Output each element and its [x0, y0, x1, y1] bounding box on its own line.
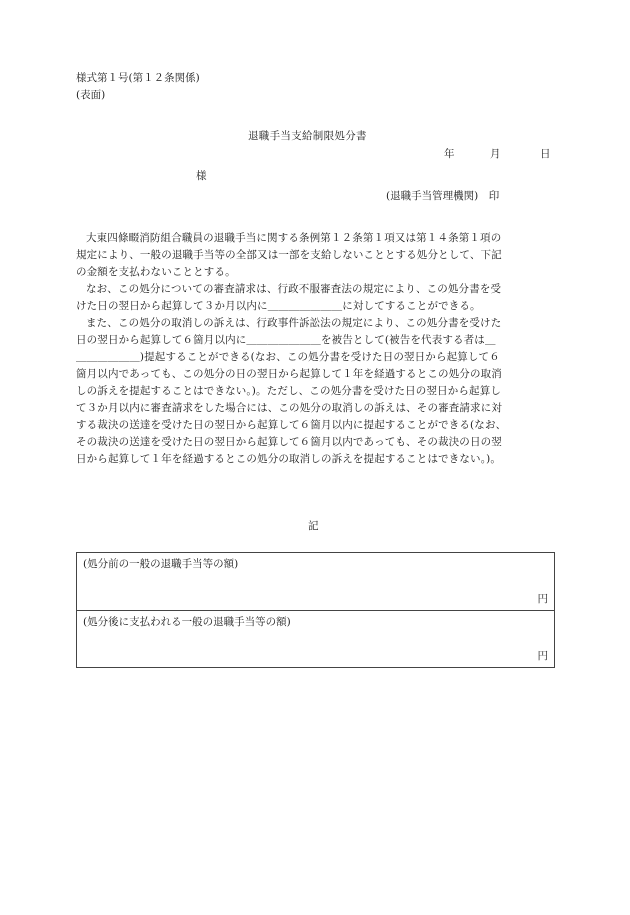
body-line: 日の翌日から起算して６箇月以内に＿＿＿＿＿＿＿を被告として(被告を代表する者は＿: [76, 334, 496, 346]
body-line: ＿＿＿＿＿＿)提起することができる(なお、この処分書を受けた日の翌日から起算して６: [76, 351, 500, 363]
addressee-suffix: 様: [196, 170, 207, 182]
date-year-label: 年: [444, 148, 455, 160]
amount-row-after[interactable]: [77, 610, 554, 667]
body-line: の金額を支払わないこととする。: [76, 266, 236, 278]
body-line: 大東四條畷消防組合職員の退職手当に関する条例第１２条第１項又は第１４条第１項の: [86, 232, 502, 244]
body-line: 日から起算して１年を経過するとこの処分の取消しの訴えを提起することはできない。)。: [76, 453, 501, 465]
form-number: 様式第１号(第１２条関係): [76, 72, 200, 84]
amount-after-unit: 円: [537, 650, 548, 663]
amount-after-label: (処分後に支払われる一般の退職手当等の額): [83, 616, 291, 628]
ki-heading: 記: [308, 520, 319, 532]
body-line: て３か月以内に審査請求をした場合には、この処分の取消しの訴えは、その審査請求に対: [76, 402, 502, 414]
side-label: (表面): [76, 89, 106, 101]
body-line: なお、この処分についての審査請求は、行政不服審査法の規定により、この処分書を受: [86, 283, 502, 295]
amount-before-label: (処分前の一般の退職手当等の額): [83, 558, 239, 570]
body-text: [76, 230, 556, 468]
body-line: その裁決の送達を受けた日の翌日から起算して６箇月以内であっても、その裁決の日の翌: [76, 436, 502, 448]
body-line: また、この処分の取消しの訴えは、行政事件訴訟法の規定により、この処分書を受けた: [86, 317, 502, 329]
body-line: 箇月以内であっても、この処分の日の翌日から起算して１年を経過するとこの処分の取消: [76, 368, 502, 380]
date-month-label: 月: [490, 148, 501, 160]
body-line: 規定により、一般の退職手当等の全部又は一部を支給しないこととする処分として、下記: [76, 249, 502, 261]
body-line: する裁決の送達を受けた日の翌日から起算して６箇月以内に提起することができる(なお、: [76, 419, 507, 431]
body-line: けた日の翌日から起算して３か月以内に＿＿＿＿＿＿＿に対してすることができる。: [76, 300, 481, 312]
date-day-label: 日: [540, 148, 551, 160]
amount-table: [76, 552, 555, 668]
amount-before-unit: 円: [537, 593, 548, 606]
issuer-seal-line: (退職手当管理機関) 印: [386, 190, 500, 202]
amount-row-before[interactable]: [77, 553, 554, 610]
body-line: しの訴えを提起することはできない。)。ただし、この処分書を受けた日の翌日から起算し: [76, 385, 501, 397]
document-title: 退職手当支給制限処分書: [248, 130, 367, 142]
